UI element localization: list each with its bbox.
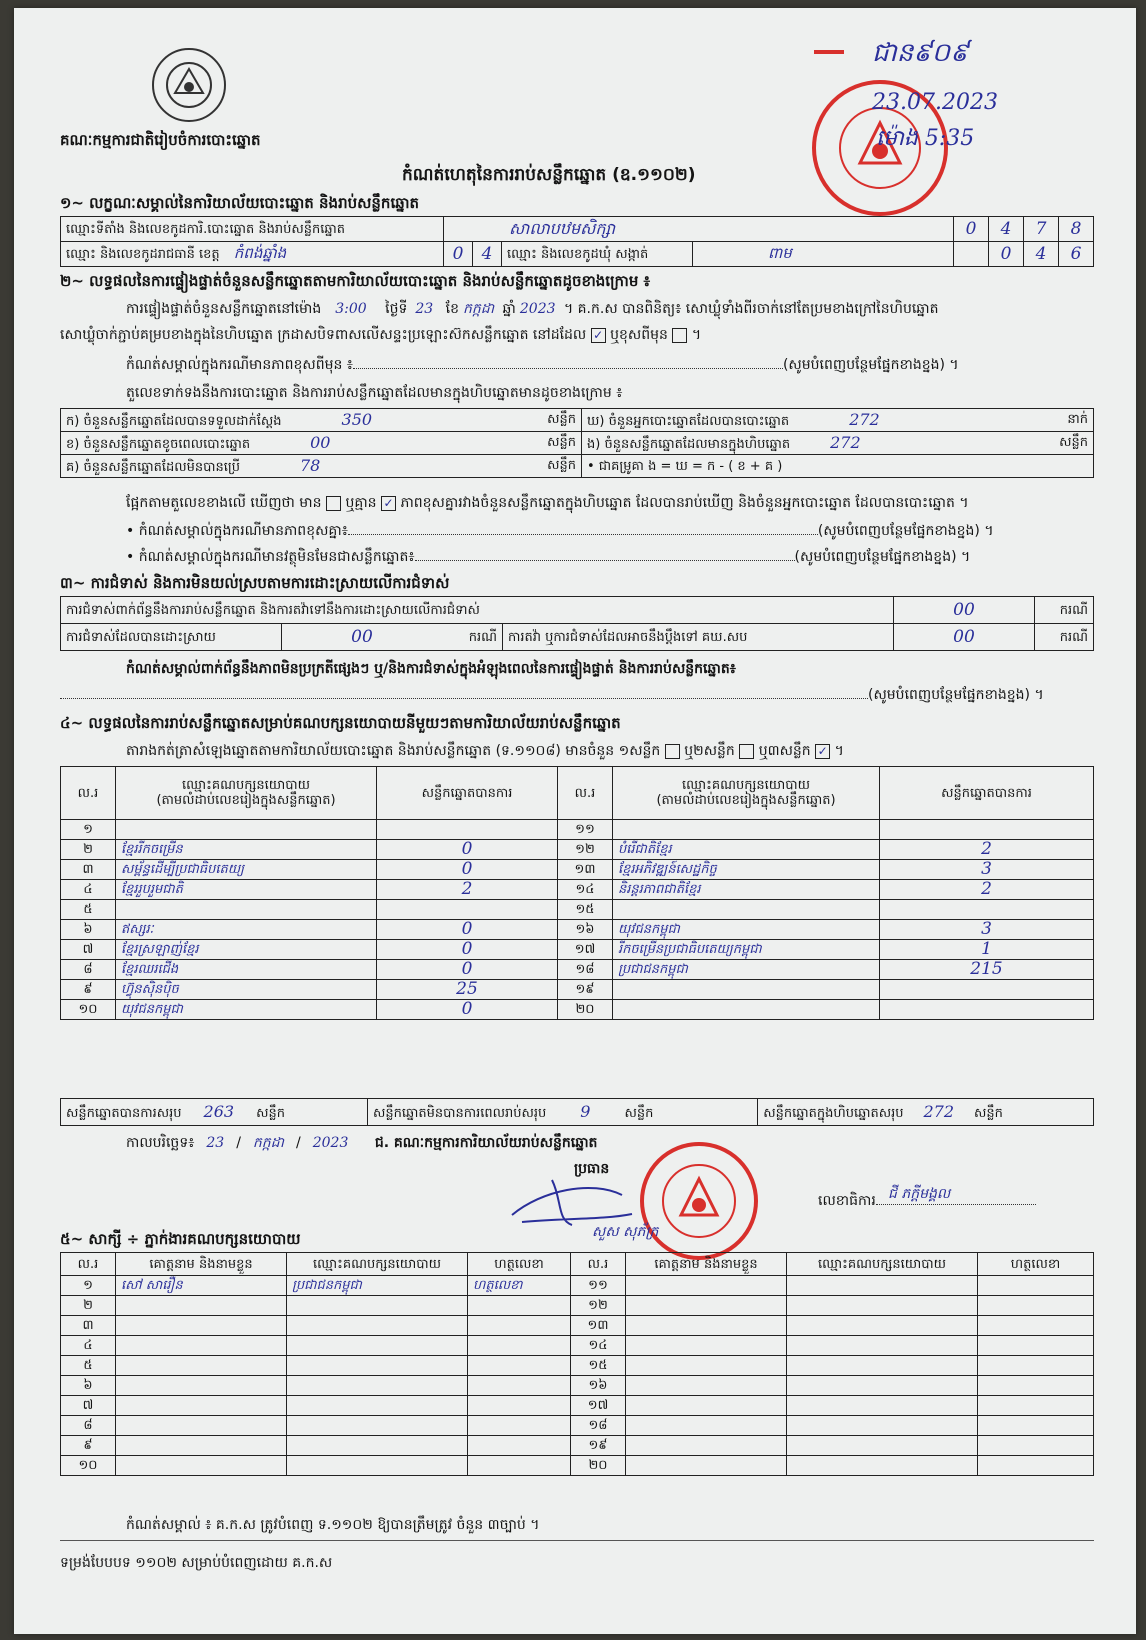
votes-cell: 25 <box>377 980 558 1000</box>
witness-sign-cell: ហត្ថលេខា <box>468 1276 571 1296</box>
w-col-no-left: ល.រ <box>61 1253 116 1276</box>
witness-row <box>61 1456 1094 1476</box>
commune-value: ពាម <box>693 242 954 267</box>
results-row <box>61 980 1094 1000</box>
results-table <box>60 766 1094 1020</box>
party-no-cell: ១ <box>61 820 116 840</box>
witness-sign-cell <box>468 1336 571 1356</box>
party-no-cell: ១៨ <box>558 960 613 980</box>
votes-cell: 3 <box>880 920 1094 940</box>
witness-sign-cell <box>468 1456 571 1476</box>
witness-name-cell <box>116 1356 287 1376</box>
party-name-cell <box>613 820 880 840</box>
witness-no-cell: ១១ <box>571 1276 626 1296</box>
witness-name-cell <box>116 1376 287 1396</box>
received-ballots-row: ក) ចំនួនសន្លឹកឆ្នោតដែលបានទទួលដាក់ស្ដែង 350 សន្លឹក <box>61 409 582 432</box>
party-name-cell <box>116 820 377 840</box>
station-code-3: 7 <box>1024 217 1059 242</box>
witness-sign-cell <box>978 1316 1094 1336</box>
witness-sign-cell <box>978 1356 1094 1376</box>
witness-row <box>61 1356 1094 1376</box>
votes-cell: 0 <box>377 1000 558 1020</box>
commune-code-3: 6 <box>1059 242 1094 267</box>
appeal-unit: ករណី <box>1035 624 1094 651</box>
form-sheet <box>14 8 1136 1634</box>
party-no-cell: ១៣ <box>558 860 613 880</box>
received-date: 23.07.2023 <box>872 90 998 115</box>
witness-name-cell <box>626 1416 787 1436</box>
one-sheet-checkbox[interactable] <box>665 744 680 759</box>
votes-cell: 0 <box>377 860 558 880</box>
witness-name-cell <box>116 1436 287 1456</box>
witness-no-cell: ៥ <box>61 1356 116 1376</box>
votes-cell <box>880 980 1094 1000</box>
witness-sign-cell <box>468 1356 571 1376</box>
witness-name-cell <box>626 1376 787 1396</box>
witness-sign-cell <box>978 1416 1094 1436</box>
votes-cell: 0 <box>377 960 558 980</box>
results-row <box>61 820 1094 840</box>
chair-name: សួស សុភ័ក្រ <box>592 1224 659 1240</box>
secretary-signature: ជី ភក្ដីមង្គល <box>888 1186 951 1202</box>
commune-code-spacer <box>954 242 989 267</box>
appeal-count: 00 <box>894 624 1035 651</box>
witness-sign-cell <box>468 1376 571 1396</box>
witness-party-cell <box>287 1336 468 1356</box>
witness-no-cell: ១៧ <box>571 1396 626 1416</box>
witness-no-cell: ៤ <box>61 1336 116 1356</box>
secretary-label: លេខាធិការ <box>818 1192 1036 1210</box>
party-name-cell <box>613 900 880 920</box>
witness-table <box>60 1252 1094 1476</box>
col-party-left: ឈ្មោះគណបក្សនយោបាយ (តាមលំដាប់លេខរៀងក្នុងសន្លឹកឆ្នោត) <box>116 767 377 820</box>
witness-name-cell <box>116 1416 287 1436</box>
witness-no-cell: ៩ <box>61 1436 116 1456</box>
witness-party-cell <box>287 1436 468 1456</box>
party-no-cell: ១៧ <box>558 940 613 960</box>
w-col-name-right: គោត្តនាម និងនាមខ្លួន <box>626 1253 787 1276</box>
w-col-sign-left: ហត្ថលេខា <box>468 1253 571 1276</box>
irregularity-fill: (សូមបំពេញបន្ថែមផ្នែកខាងខ្នង) ។ <box>60 686 1044 704</box>
footer-rule <box>60 1540 1094 1541</box>
resolved-label: ការជំទាស់ដែលបានដោះស្រាយ <box>61 624 282 651</box>
party-name-cell: ហ៊្វុនស៊ិនប៉ិច <box>116 980 377 1000</box>
voters-row: ឃ) ចំនួនអ្នកបោះឆ្នោតដែលបានបោះឆ្នោត 272 នាក់ <box>582 409 1094 432</box>
witness-sign-cell <box>978 1396 1094 1416</box>
received-time: ម៉ោង 5:35 <box>876 126 975 151</box>
votes-cell: 2 <box>880 840 1094 860</box>
witness-name-cell <box>626 1456 787 1476</box>
party-no-cell: ១០ <box>61 1000 116 1020</box>
witness-party-cell <box>787 1316 978 1336</box>
witness-sign-cell <box>978 1276 1094 1296</box>
station-code-1: 0 <box>954 217 989 242</box>
witness-party-cell <box>787 1296 978 1316</box>
station-label: ឈ្មោះទីតាំង និងលេខកូដការិ.បោះឆ្នោត និងរាប់សន្លឹកឆ្នោត <box>61 217 444 242</box>
votes-cell <box>377 820 558 840</box>
section2-para2: សោឃ្លុំចាក់ភ្ជាប់គម្របខាងក្នុងនៃហិបឆ្នោត ក្រដាសបិទពាសលើសន្ទះប្រឡោះស៊កសន្លឹកឆ្នោត នៅដដែល ✓ ឬខុសពីមុន ។ <box>60 327 702 343</box>
witness-name-cell <box>626 1356 787 1376</box>
witness-no-cell: ១៣ <box>571 1316 626 1336</box>
witness-no-cell: ៦ <box>61 1376 116 1396</box>
witness-name-cell <box>626 1296 787 1316</box>
party-name-cell: ឥស្សរៈ <box>116 920 377 940</box>
witness-sign-cell <box>978 1456 1094 1476</box>
witness-party-cell <box>787 1436 978 1456</box>
witness-row <box>61 1396 1094 1416</box>
witness-sign-cell <box>468 1316 571 1336</box>
witness-name-cell <box>116 1296 287 1316</box>
witness-sign-cell <box>978 1376 1094 1396</box>
party-name-cell: ខ្មែរស្រឡាញ់ខ្មែរ <box>116 940 377 960</box>
two-sheets-checkbox[interactable] <box>739 744 754 759</box>
total-valid: សន្លឹកឆ្នោតបានការសរុប 263 សន្លឹក <box>61 1099 368 1126</box>
figures-intro: តួលេខទាក់ទងនឹងការបោះឆ្នោត និងការរាប់សន្លឹកឆ្នោតដែលមានក្នុងហិបឆ្នោតមានដូចខាងក្រោម ៖ <box>126 385 623 401</box>
results-row <box>61 860 1094 880</box>
signing-date: កាលបរិច្ឆេទ៖ 23 / កក្កដា / 2023 ជ. គណៈកម្មការការិយាល័យរាប់សន្លឹកឆ្នោត <box>126 1135 598 1151</box>
chair-label: ប្រធាន <box>574 1161 610 1177</box>
witness-row <box>61 1416 1094 1436</box>
results-row <box>61 940 1094 960</box>
votes-cell: 0 <box>377 920 558 940</box>
formula: • ជាគម្រូគា ង = ឃ = ក - ( ខ + គ ) <box>582 455 1094 478</box>
appeal-label: ការតវ៉ា ឬការជំទាស់ដែលអាចនឹងប្ដឹងទៅ គឃ.សប <box>503 624 894 651</box>
party-name-cell: សម្ព័ន្ធដើម្បីប្រជាធិបតេយ្យ <box>116 860 377 880</box>
col-no-left: ល.រ <box>61 767 116 820</box>
section2-heading: ២~ លទ្ធផលនៃការផ្ទៀងផ្ទាត់ចំនួនសន្លឹកឆ្នោតតាមការិយាល័យបោះឆ្នោត និងរាប់សន្លឹកឆ្នោតដូចខាងក្រោម ៖ <box>60 272 651 290</box>
province-cell: ឈ្មោះ និងលេខកូដរាជធានី ខេត្ត កំពង់ឆ្នាំង <box>61 242 444 267</box>
votes-cell: 2 <box>880 880 1094 900</box>
witness-party-cell <box>287 1456 468 1476</box>
witness-party-cell <box>787 1376 978 1396</box>
form-footer: ទម្រង់បែបបទ ១១០២ សម្រាប់បំពេញដោយ គ.ក.ស <box>60 1555 333 1571</box>
witness-party-cell <box>787 1396 978 1416</box>
party-name-cell: ខ្មែរអភិវឌ្ឍន៍សេដ្ឋកិច្ច <box>613 860 880 880</box>
w-col-no-right: ល.រ <box>571 1253 626 1276</box>
same-checkbox[interactable]: ✓ <box>591 328 606 343</box>
total-in-box: សន្លឹកឆ្នោតក្នុងហិបឆ្នោតសរុប 272 សន្លឹក <box>758 1099 1094 1126</box>
total-invalid: សន្លឹកឆ្នោតមិនបានការពេលរាប់សរុប 9 សន្លឹក <box>368 1099 758 1126</box>
witness-party-cell <box>787 1336 978 1356</box>
witness-sign-cell <box>468 1296 571 1316</box>
col-party-right: ឈ្មោះគណបក្សនយោបាយ (តាមលំដាប់លេខរៀងក្នុងសន្លឹកឆ្នោត) <box>613 767 880 820</box>
resolved-count: 00 <box>282 624 443 651</box>
witness-party-cell <box>787 1276 978 1296</box>
w-col-name-left: គោត្តនាម និងនាមខ្លួន <box>116 1253 287 1276</box>
witness-name-cell <box>626 1276 787 1296</box>
party-name-cell <box>116 900 377 920</box>
section2-para1: ការផ្ទៀងផ្ទាត់ចំនួនសន្លឹកឆ្នោតនៅម៉ោង 3:00 ថ្ងៃទី 23 ខែ កក្កដា ឆ្នាំ 2023 ។ គ.ក.ស បានពិនិត្យ៖ សោឃ្លុំទាំងពីរចាក់នៅតែប្រមខាងក្រៅនៃហិបឆ្នោត <box>126 301 939 317</box>
witness-name-cell <box>626 1336 787 1356</box>
red-arrow-mark <box>814 50 844 54</box>
votes-cell: 3 <box>880 860 1094 880</box>
col-votes-left: សន្លឹកឆ្នោតបានការ <box>377 767 558 820</box>
form-title: កំណត់ហេតុនៃការរាប់សន្លឹកឆ្នោត (ឧ.១១០២) <box>402 165 696 185</box>
party-no-cell: ១២ <box>558 840 613 860</box>
section4-heading: ៤~ លទ្ធផលនៃការរាប់សន្លឹកឆ្នោតសម្រាប់គណបក្សនយោបាយនីមួយៗតាមការិយាល័យរាប់សន្លឹកឆ្នោត <box>60 714 621 732</box>
col-votes-right: សន្លឹកឆ្នោតបានការ <box>880 767 1094 820</box>
ballots-in-box-row: ង) ចំនួនសន្លឹកឆ្នោតដែលមានក្នុងហិបឆ្នោត 272 សន្លឹក <box>582 432 1094 455</box>
compare-line: ផ្អែកតាមតួលេខខាងលើ ឃើញថា មាន ឬគ្មាន ✓ ភាពខុសគ្នារវាងចំនួនសន្លឹកឆ្នោតក្នុងហិបឆ្នោត ដែលបានរាប់ឃើញ និងចំនួនអ្នកបោះឆ្នោត ដែលបានបោះឆ្នោត ។ <box>126 495 969 511</box>
witness-row <box>61 1436 1094 1456</box>
figures-table <box>60 408 1094 478</box>
irregularity-note: កំណត់សម្គាល់ពាក់ព័ន្ធនឹងភាពមិនប្រក្រតីផ្សេងៗ ឬ/និងការជំទាស់ក្នុងអំឡុងពេលនៃការផ្ទៀងផ្ទាត់ និងការរាប់សន្លឹកឆ្នោត៖ <box>126 661 736 677</box>
witness-name-cell: សៅ សារឿន <box>116 1276 287 1296</box>
station-code-4: 8 <box>1059 217 1094 242</box>
witness-sign-cell <box>978 1296 1094 1316</box>
votes-cell: 1 <box>880 940 1094 960</box>
witness-no-cell: ១៥ <box>571 1356 626 1376</box>
witness-no-cell: ២០ <box>571 1456 626 1476</box>
witness-name-cell <box>626 1396 787 1416</box>
results-row <box>61 900 1094 920</box>
section4-intro: តារាងកត់ត្រាសំឡេងឆ្នោតតាមការិយាល័យបោះឆ្នោត និងរាប់សន្លឹកឆ្នោត (ទ.១១០៨) មានចំនួន ១សន្លឹក ឬ២សន្លឹក ឬ៣សន្លឹក ✓ ។ <box>126 743 844 759</box>
party-name-cell: បំរើជាតិខ្មែរ <box>613 840 880 860</box>
results-row <box>61 920 1094 940</box>
party-no-cell: ១៤ <box>558 880 613 900</box>
w-col-sign-right: ហត្ថលេខា <box>978 1253 1094 1276</box>
no-difference-checkbox[interactable]: ✓ <box>381 496 396 511</box>
witness-sign-cell <box>468 1416 571 1436</box>
station-code-2: 4 <box>989 217 1024 242</box>
witness-party-cell <box>287 1296 468 1316</box>
party-no-cell: ២០ <box>558 1000 613 1020</box>
diff-note: កំណត់សម្គាល់ក្នុងករណីមានភាពខុសពីមុន ៖ (សូមបំពេញបន្ថែមផ្នែកខាងខ្នង) ។ <box>126 357 959 373</box>
witness-no-cell: ៨ <box>61 1416 116 1436</box>
party-no-cell: ៨ <box>61 960 116 980</box>
witness-name-cell <box>626 1436 787 1456</box>
section5-heading: ៥~ សាក្សី ÷ ភ្នាក់ងារគណបក្សនយោបាយ <box>60 1230 301 1248</box>
witness-party-cell <box>287 1356 468 1376</box>
party-no-cell: ២ <box>61 840 116 860</box>
votes-cell: 215 <box>880 960 1094 980</box>
witness-name-cell <box>626 1316 787 1336</box>
votes-cell <box>880 900 1094 920</box>
commune-code-1: 0 <box>989 242 1024 267</box>
results-row <box>61 1000 1094 1020</box>
witness-party-cell <box>287 1416 468 1436</box>
party-no-cell: ៧ <box>61 940 116 960</box>
votes-cell <box>880 1000 1094 1020</box>
spoiled-ballots-row: ខ) ចំនួនសន្លឹកឆ្នោតខូចពេលបោះឆ្នោត 00 សន្លឹក <box>61 432 582 455</box>
results-row <box>61 880 1094 900</box>
witness-party-cell <box>787 1356 978 1376</box>
witness-no-cell: ១៦ <box>571 1376 626 1396</box>
witness-name-cell <box>116 1396 287 1416</box>
witness-sign-cell <box>468 1436 571 1456</box>
votes-cell: 2 <box>377 880 558 900</box>
objections-count: 00 <box>894 597 1035 624</box>
party-no-cell: ៥ <box>61 900 116 920</box>
witness-no-cell: ៧ <box>61 1396 116 1416</box>
witness-party-cell: ប្រជាជនកម្ពុជា <box>287 1276 468 1296</box>
commune-code-2: 4 <box>1024 242 1059 267</box>
col-no-right: ល.រ <box>558 767 613 820</box>
party-no-cell: ១១ <box>558 820 613 840</box>
commune-label: ឈ្មោះ និងលេខកូដឃុំ សង្កាត់ <box>502 242 693 267</box>
votes-cell <box>880 820 1094 840</box>
objections-label: ការជំទាស់ពាក់ព័ន្ធនឹងការរាប់សន្លឹកឆ្នោត និងការតវ៉ាទៅនឹងការដោះស្រាយលើការជំទាស់ <box>61 597 894 624</box>
w-col-party-left: ឈ្មោះគណបក្សនយោបាយ <box>287 1253 468 1276</box>
witness-party-cell <box>287 1376 468 1396</box>
section3-heading: ៣~ ការជំទាស់ និងការមិនយល់ស្របតាមការដោះស្រាយលើការជំទាស់ <box>60 574 450 592</box>
results-row <box>61 960 1094 980</box>
party-name-cell: ខ្មែររីកចម្រើន <box>116 840 377 860</box>
received-number: ជាន៩០៩ <box>872 38 969 68</box>
foreign-object-note: • កំណត់សម្គាល់ក្នុងករណីមានវត្ថុមិនមែនជាសន្លឹកឆ្នោត៖ (សូមបំពេញបន្ថែមផ្នែកខាងខ្នង) ។ <box>126 549 971 565</box>
witness-no-cell: ១ <box>61 1276 116 1296</box>
results-row <box>61 840 1094 860</box>
different-checkbox[interactable] <box>672 328 687 343</box>
org-name: គណៈកម្មការជាតិរៀបចំការបោះឆ្នោត <box>60 131 261 149</box>
party-name-cell <box>613 980 880 1000</box>
votes-cell: 0 <box>377 840 558 860</box>
witness-no-cell: ១៨ <box>571 1416 626 1436</box>
witness-name-cell <box>116 1336 287 1356</box>
party-name-cell: យុវជនកម្ពុជា <box>116 1000 377 1020</box>
totals-row <box>60 1098 1094 1126</box>
has-difference-checkbox[interactable] <box>326 496 341 511</box>
party-no-cell: ៦ <box>61 920 116 940</box>
witness-row <box>61 1376 1094 1396</box>
party-no-cell: ៩ <box>61 980 116 1000</box>
witness-row <box>61 1336 1094 1356</box>
witness-sign-cell <box>978 1436 1094 1456</box>
station-value: សាលាបឋមសិក្សា <box>444 217 954 242</box>
witness-no-cell: ១៩ <box>571 1436 626 1456</box>
witness-no-cell: ២ <box>61 1296 116 1316</box>
witness-row <box>61 1316 1094 1336</box>
witness-party-cell <box>787 1416 978 1436</box>
three-sheets-checkbox[interactable]: ✓ <box>815 744 830 759</box>
votes-cell: 0 <box>377 940 558 960</box>
party-no-cell: ៣ <box>61 860 116 880</box>
party-name-cell: ខ្មែរឈរជើង <box>116 960 377 980</box>
party-name-cell: រីកចម្រើនប្រជាធិបតេយ្យកម្ពុជា <box>613 940 880 960</box>
nec-logo <box>152 48 226 122</box>
witness-party-cell <box>787 1456 978 1476</box>
party-no-cell: ៤ <box>61 880 116 900</box>
section5-note: កំណត់សម្គាល់ ៖ គ.ក.ស ត្រូវបំពេញ ទ.១១០២ ឱ្យបានត្រឹមត្រូវ ចំនួន ៣ច្បាប់ ។ <box>126 1517 540 1533</box>
witness-row <box>61 1296 1094 1316</box>
party-no-cell: ១៩ <box>558 980 613 1000</box>
objections-table <box>60 596 1094 651</box>
witness-no-cell: ៣ <box>61 1316 116 1336</box>
witness-name-cell <box>116 1316 287 1336</box>
party-no-cell: ១៦ <box>558 920 613 940</box>
section1-table <box>60 216 1094 267</box>
objections-unit: ករណី <box>1035 597 1094 624</box>
province-code-1: 0 <box>444 242 473 267</box>
witness-party-cell <box>287 1396 468 1416</box>
votes-cell <box>377 900 558 920</box>
party-name-cell: ប្រជាជនកម្ពុជា <box>613 960 880 980</box>
resolved-unit: ករណី <box>442 624 503 651</box>
party-name-cell: ខ្មែររួបរួមជាតិ <box>116 880 377 900</box>
witness-no-cell: ១៤ <box>571 1336 626 1356</box>
witness-party-cell <box>287 1316 468 1336</box>
party-name-cell: យុវជនកម្ពុជា <box>613 920 880 940</box>
witness-sign-cell <box>468 1396 571 1416</box>
unused-ballots-row: គ) ចំនួនសន្លឹកឆ្នោតដែលមិនបានប្រើ 78 សន្លឹក <box>61 455 582 478</box>
witness-name-cell <box>116 1456 287 1476</box>
party-name-cell: និរន្តរភាពជាតិខ្មែរ <box>613 880 880 900</box>
witness-no-cell: ១២ <box>571 1296 626 1316</box>
section1-heading: ១~ លក្ខណៈសម្គាល់នៃការិយាល័យបោះឆ្នោត និងរាប់សន្លឹកឆ្នោត <box>60 194 420 212</box>
difference-note: • កំណត់សម្គាល់ក្នុងករណីមានភាពខុសគ្នា៖ (សូមបំពេញបន្ថែមផ្នែកខាងខ្នង) ។ <box>126 523 994 539</box>
party-no-cell: ១៥ <box>558 900 613 920</box>
witness-sign-cell <box>978 1336 1094 1356</box>
witness-row <box>61 1276 1094 1296</box>
province-code-2: 4 <box>473 242 502 267</box>
party-name-cell <box>613 1000 880 1020</box>
witness-no-cell: ១០ <box>61 1456 116 1476</box>
w-col-party-right: ឈ្មោះគណបក្សនយោបាយ <box>787 1253 978 1276</box>
